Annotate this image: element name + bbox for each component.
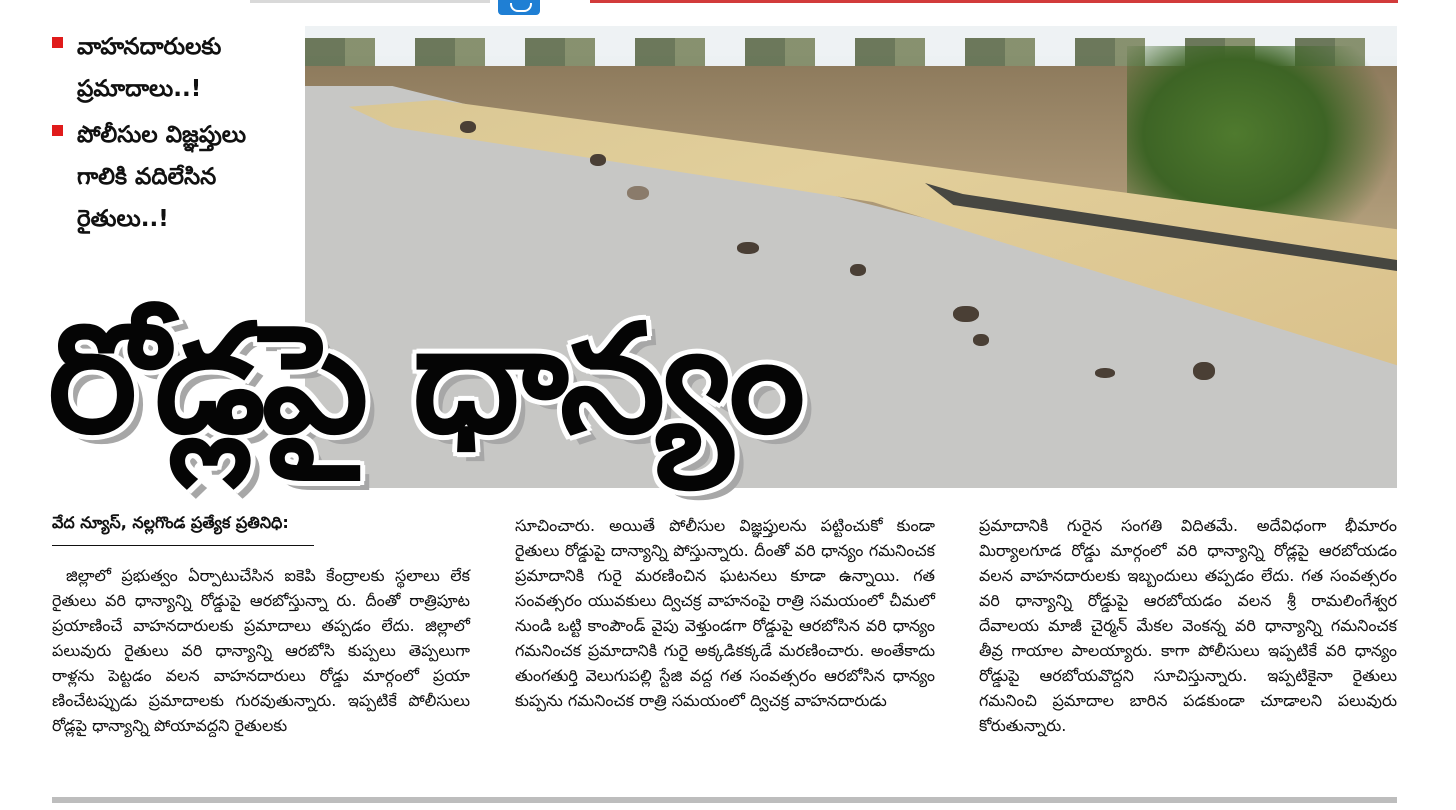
bullet-item: [52, 26, 300, 110]
photo-stone: [590, 154, 606, 166]
photo-stone: [1193, 362, 1215, 380]
photo-stone: [973, 334, 989, 346]
headline: రోడ్లపై ధాన్యం: [48, 293, 802, 467]
top-rule-red: [590, 0, 1398, 3]
article-column-2: సూచించారు. అయితే పోలీసుల విజ్ఞప్తులను పట్టించుకో కుండా రైతులు రోడ్డుపై దాన్యాన్ని పోస్తున్నారు. దీంతో వరి ధాన్యం గమనించక ప్రమాదానికి గురై మరణించిన ఘటనలు కూడా ఉన్నాయి. గత సంవత్సరం యువకులు ద్విచక్ర వాహనంపై రాత్రి సమయంలో చీమలో నుండి ఒట్టి కాంపౌండ్ వైపు వెళ్తుండగా రోడ్డుపై ఆరబోసిన వరి ధాన్యం గమనించక ప్రమాదానికి గురై అక్కడికక్కడే మరణించారు. అంతేకాదు తుంగతుర్తి వెలుగుపల్లి స్టేజి వద్ద గత సంవత్సరం ఆరబోసిన ధాన్యం కుప్పను గమనించక రాత్రి సమయంలో ద్విచక్ర వాహనదారుడు: [515, 516, 935, 710]
square-bullet-icon: [52, 125, 63, 136]
photo-stone: [460, 121, 476, 133]
photo-stone: [1095, 368, 1115, 378]
bullet-item: [52, 114, 300, 240]
bullet-text: వాహనదారులకు ప్రమాదాలు..!: [77, 34, 222, 102]
photo-stone: [737, 242, 759, 254]
photo-stone: [850, 264, 866, 276]
bottom-rule: [52, 797, 1397, 803]
top-rule-gray: [250, 0, 490, 3]
bullet-text: పోలీసుల విజ్ఞప్తులు గాలికి వదిలేసిన రైతులు..!: [77, 122, 247, 232]
article-column-3: ప్రమాదానికి గురైన సంగతి విదితమే. అదేవిధంగా భీమారం మిర్యాలగూడ రోడ్డు మార్గంలో వరి ధాన్యాన్ని రోడ్లపై ఆరబోయడం వలన వాహనదారులకు ఇబ్బందులు తప్పడం లేదు. గత సంవత్సరం వరి ధాన్యాన్ని రోడ్డుపై ఆరబోయడం వలన శ్రీ రామలింగేశ్వర దేవాలయ మాజీ చైర్మన్ మేకల వెంకన్న వరి ధాన్యాన్ని గమనించక తీవ్ర గాయాల పాలయ్యారు. కాగా పోలీసులు ఇప్పటికే వరి ధాన్యం రోడ్డుపై ఆరబోయవొద్దని సూచిస్తున్నారు. ఇప్పటికైనా రైతులు గమనించి ప్రమాదాల బారిన పడకుండా చూడాలని పలువురు కోరుతున్నారు.: [979, 516, 1397, 735]
subheading-bullets: [52, 26, 300, 244]
dateline: వేద న్యూస్, నల్లగొండ ప్రత్యేక ప్రతినిధి:: [52, 513, 289, 532]
photo-stone: [627, 186, 649, 200]
article-column-1: జిల్లాలో ప్రభుత్వం ఏర్పాటుచేసిన ఐకెపి కేంద్రాలకు స్థలాలు లేక రైతులు వరి ధాన్యాన్ని రోడ్డుపై ఆరబోస్తున్నా రు. దీంతో రాత్రిపూట ప్రయాణించే వాహనదారులకు ప్రమాదాలు తప్పడం లేదు. జిల్లాలో పలువురు రైతులు వరి ధాన్యాన్ని ఆరబోసి కుప్పలు తెప్పలుగా రాళ్లను పెట్టడం వలన వాహనదారులు రోడ్డు మార్గంలో ప్రయా ణించేటప్పుడు ప్రమాదాలకు గురవుతున్నారు. ఇప్పటికే పోలీసులు రోడ్లపై ధాన్యాన్ని పోయావద్దని రైతులకు: [52, 566, 470, 735]
masthead-logo-icon: [498, 0, 540, 15]
square-bullet-icon: [52, 37, 63, 48]
dateline-underline: [52, 545, 314, 546]
